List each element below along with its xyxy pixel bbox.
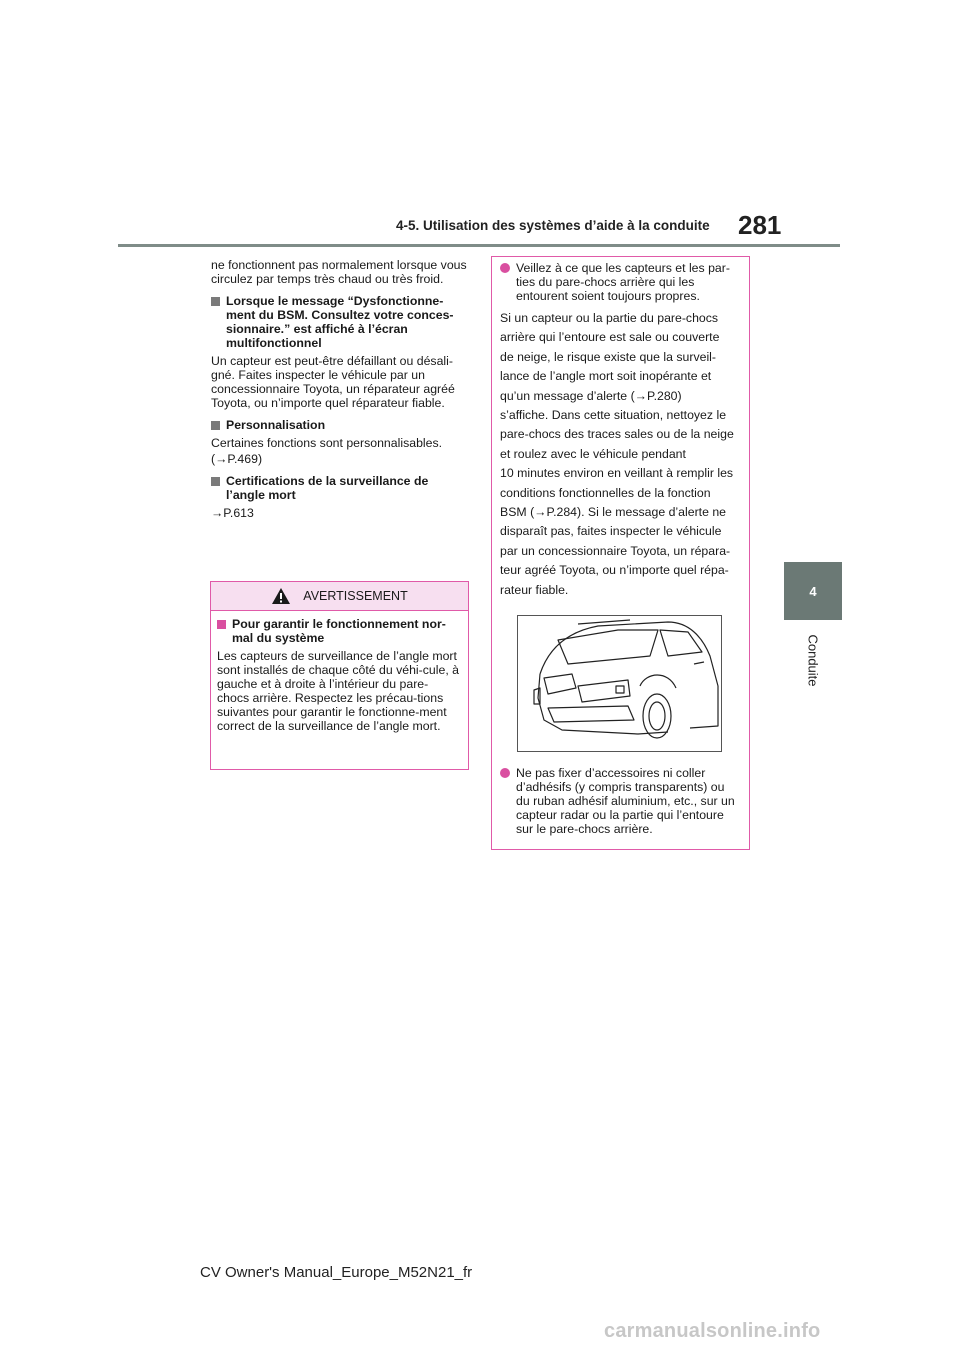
caution-line: pare-chocs des traces sales ou de la neige [500,427,734,442]
caution-paragraph [500,309,741,600]
personnalisation-body: Certaines fonctions sont personnalisables. [211,436,443,450]
circle-bullet-icon [500,263,510,273]
caution-line: arrière qui l’entoure est sale ou couverte [500,330,720,345]
watermark: carmanualsonline.info [604,1320,821,1342]
bsm-message-heading [211,294,467,350]
warning-header [211,582,468,611]
warning-subheading [217,617,460,645]
header-divider [118,244,840,247]
circle-bullet-icon [500,768,510,778]
warning-subheading-text: Pour garantir le fonctionnement nor-mal du système [232,617,446,645]
caution-line: 10 minutes environ en veillant à remplir les [500,466,734,481]
caution-line: conditions fonctionnelles de la fonction [500,485,711,500]
intro-text: ne fonctionnent pas normalement lorsque vous circulez par temps très chaud ou très froid. [211,258,467,286]
caution-body [492,257,749,836]
caution-box [491,256,750,850]
left-column [211,258,467,528]
caution-bullet-1-text: Veillez à ce que les capteurs et les par-ties du pare-chocs arrière qui les entourent soient toujours propres. [516,261,730,303]
caution-line: lance de l’angle mort soit inopérante et [500,369,712,384]
warning-text: Les capteurs de surveillance de l’angle mort sont installés de chaque côté du véhi-cule, à gauche et à droite à l’intérieur du pare-chocs arrière. Respectez les précau-tions suivantes pour garantir le fonctionne-ment correct de la surveillance de l’angle mort. [217,649,459,733]
square-bullet-icon [211,297,220,306]
chapter-label-text: Conduite [805,633,821,687]
warning-triangle-icon [271,587,291,605]
square-bullet-icon [211,477,220,486]
caution-line: BSM (→P.284). Si le message d’alerte ne [500,505,727,520]
chapter-tab[interactable]: 4 [784,562,842,620]
personnalisation-heading [211,418,467,432]
personnalisation-ref-link[interactable]: (→P.469) [211,452,263,466]
caution-bullet-2-text: Ne pas fixer d’accessoires ni coller d’adhésifs (y compris transparents) ou du ruban adhésif aluminium, etc., sur un capteur radar ou la partie qui l’entoure sur le pare-chocs arrière. [516,766,735,837]
page-number: 281 [738,210,782,240]
caution-line: disparaît pas, faites inspecter le véhicule [500,524,722,539]
bsm-message-heading-text: Lorsque le message “Dysfonctionne-ment du BSM. Consultez votre conces-sionnaire.” est affiché à l’écran multifonctionnel [226,294,454,350]
square-bullet-icon [217,620,226,629]
certifications-ref-link[interactable]: →P.613 [211,506,254,520]
suv-rear-drawing [518,616,721,751]
personnalisation-heading-text: Personnalisation [226,418,326,432]
caution-line: s’affiche. Dans cette situation, nettoyez le [500,408,727,423]
caution-bullet-2 [500,766,741,836]
caution-line: rateur fiable. [500,582,569,597]
certifications-heading [211,474,467,502]
caution-line: qu’un message d’alerte (→P.280) [500,388,682,403]
warning-title: AVERTISSEMENT [303,589,408,603]
section-title: 4-5. Utilisation des systèmes d’aide à la conduite [396,218,710,233]
certifications-heading-text: Certifications de la surveillance de l’angle mort [226,474,429,502]
vehicle-rear-illustration [517,615,722,752]
warning-box [210,581,469,770]
square-bullet-icon [211,421,220,430]
bsm-message-body: Un capteur est peut-être défaillant ou désali-gné. Faites inspecter le véhicule par un concessionnaire Toyota, un réparateur agréé Toyota, ou n’importe quel réparateur fiable. [211,354,455,410]
caution-line: et roulez avec le véhicule pendant [500,446,686,461]
caution-line: teur agréé Toyota, ou n’importe quel répa- [500,563,729,578]
caution-line: de neige, le risque existe que la surveil- [500,349,717,364]
chapter-label [786,630,840,690]
footer-text: CV Owner's Manual_Europe_M52N21_fr [200,1264,473,1281]
caution-line: par un concessionnaire Toyota, un répara- [500,543,731,558]
caution-bullet-1 [500,261,741,303]
warning-body [211,611,468,733]
caution-line: Si un capteur ou la partie du pare-chocs [500,311,719,325]
